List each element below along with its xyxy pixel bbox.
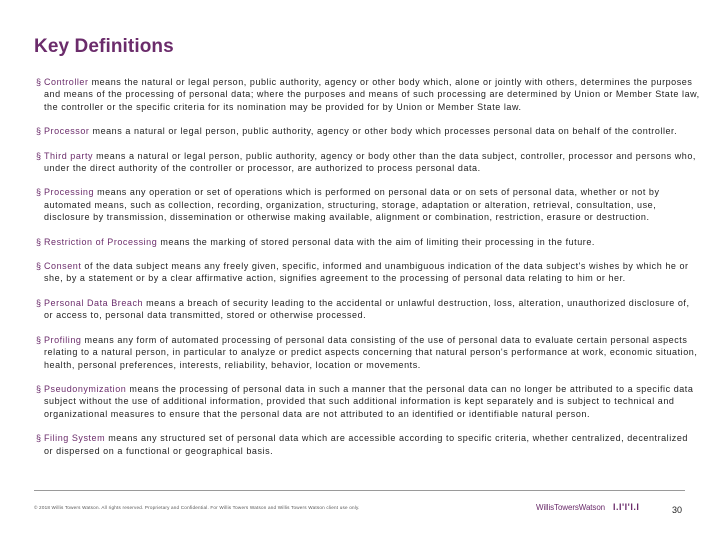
bullet-icon: § xyxy=(36,126,42,137)
definition-term: Profiling xyxy=(44,334,82,345)
definition-term: Filing System xyxy=(44,433,106,444)
bullet-icon: § xyxy=(36,297,42,308)
page-number: 30 xyxy=(672,505,683,515)
bullet-icon: § xyxy=(36,187,42,198)
definition-text: means any operation or set of operations which is performed on personal data or on sets of personal data, whether or not by automated means, such as collection, recording, organization, structuring, storage, adaptation or alteration, retrieval, consultation, use, disclosure by transmission, dissemination or otherwise making available, alignment or combination, restriction, erasure or destruction. xyxy=(44,187,660,223)
logo-wordmark: WillisTowersWatson xyxy=(536,503,606,512)
bullet-icon: § xyxy=(36,383,42,394)
bullet-icon: § xyxy=(36,77,42,87)
definition-text: means the natural or legal person, public authority, agency or other body which, alone or jointly with others, determines the purposes and means of the processing of personal data; where the purposes and means of such processing are determined by Union or Member State law, the controller or the specific criteria for its nomination may be provided for by Union or Member State law. xyxy=(44,77,700,112)
bullet-icon: § xyxy=(36,334,42,345)
definition-text: of the data subject means any freely given, specific, informed and unambiguous indication of the data subject's wishes by which he or she, by a statement or by a clear affirmative action, signifies agreement to the processing of personal data relating to him or her. xyxy=(44,261,689,284)
bullet-icon: § xyxy=(36,261,42,272)
definition-text: means a breach of security leading to the accidental or unlawful destruction, loss, alteration, unauthorized disclosure of, or access to, personal data transmitted, stored or otherwise processed. xyxy=(44,297,690,321)
definitions-list xyxy=(36,76,700,469)
definition-item xyxy=(36,236,700,248)
definition-term: Third party xyxy=(44,150,94,161)
definition-term: Pseudonymization xyxy=(44,383,127,394)
definition-text: means a natural or legal person, public authority, agency or body other than the data subject, controller, processor and persons who, under the direct authority of the controller or processor, are authorized to process personal data. xyxy=(44,150,696,174)
company-logo xyxy=(536,502,639,512)
bullet-icon: § xyxy=(36,236,42,247)
definition-term: Consent xyxy=(44,261,82,272)
definition-term: Processing xyxy=(44,187,95,198)
definition-text: means the processing of personal data in such a manner that the personal data can no longer be attributed to a specific data subject without the use of additional information, provided that such additional information is kept separately and is subject to technical and organizational measures to ensure that the personal data are not attributed to an identified or identifiable natural person. xyxy=(44,383,694,419)
definition-item xyxy=(36,186,700,223)
definition-term: Controller xyxy=(44,77,89,87)
definition-item xyxy=(36,76,700,113)
definition-term: Personal Data Breach xyxy=(44,297,144,308)
definition-item xyxy=(36,297,700,322)
definition-text: means the marking of stored personal data with the aim of limiting their processing in the future. xyxy=(157,236,595,247)
page-title: Key Definitions xyxy=(34,36,174,57)
logo-bars-icon: I.I'I'I.I xyxy=(613,502,640,512)
definition-item xyxy=(36,432,700,457)
definition-item xyxy=(36,150,700,175)
definition-item xyxy=(36,334,700,371)
definition-term: Processor xyxy=(44,126,90,137)
definition-term: Restriction of Processing xyxy=(44,236,158,247)
definition-item xyxy=(36,383,700,420)
bullet-icon: § xyxy=(36,433,42,444)
definition-text: means any form of automated processing of personal data consisting of the use of personal data to evaluate certain personal aspects relating to a natural person, in particular to analyze or predict aspects concerning that natural person's performance at work, economic situation, health, personal preferences, interests, reliability, behavior, location or movements. xyxy=(44,334,698,370)
definition-item xyxy=(36,125,700,137)
bullet-icon: § xyxy=(36,150,42,161)
definition-item xyxy=(36,260,700,285)
definition-text: means a natural or legal person, public authority, agency or other body which processes personal data on behalf of the controller. xyxy=(89,126,678,137)
footer-divider xyxy=(34,490,685,491)
definition-text: means any structured set of personal data which are accessible according to specific criteria, whether centralized, decentralized or dispersed on a functional or geographical basis. xyxy=(44,433,688,456)
copyright-notice: © 2018 Willis Towers Watson. All rights reserved. Proprietary and Confidential. For Willis Towers Watson and Willis Towers Watson client use only. xyxy=(34,505,360,510)
